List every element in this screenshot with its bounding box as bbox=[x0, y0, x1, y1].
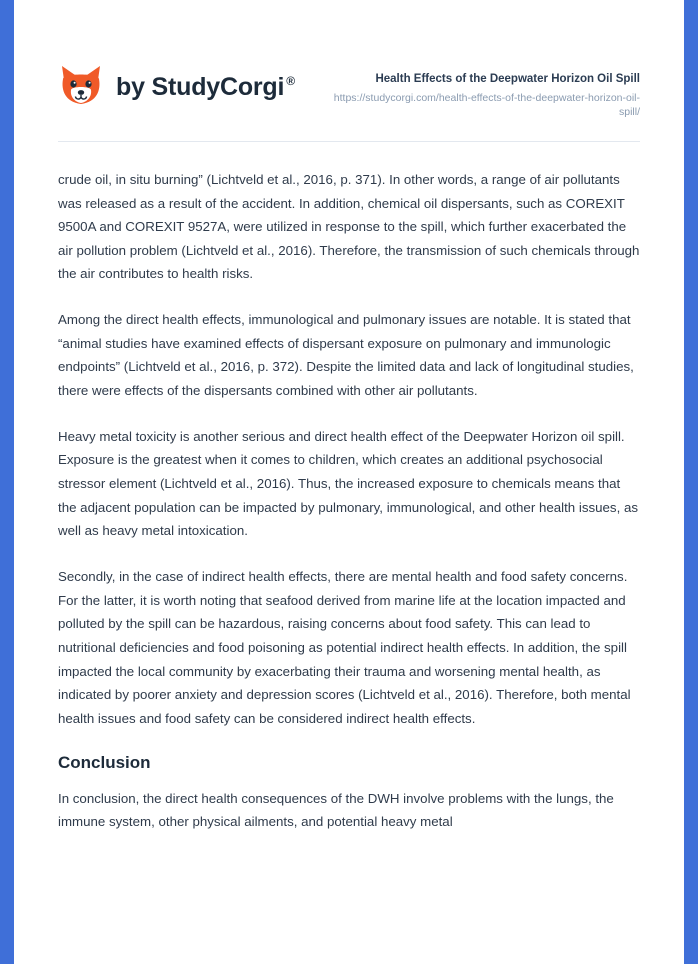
document-header bbox=[14, 18, 684, 119]
document-url[interactable]: https://studycorgi.com/health-effects-of-the-deepwater-horizon-oil-spill/ bbox=[333, 91, 640, 118]
document-title: Health Effects of the Deepwater Horizon Oil Spill bbox=[375, 73, 640, 85]
brand-logo[interactable] bbox=[58, 64, 295, 110]
corgi-logo-icon bbox=[58, 64, 104, 110]
brand-name bbox=[116, 73, 295, 102]
registered-trademark-icon: ® bbox=[286, 74, 295, 89]
conclusion-paragraph: In conclusion, the direct health consequences of the DWH involve problems with the lungs, the immune system, other physical ailments, and potential heavy metal bbox=[58, 790, 614, 830]
body-paragraph: Secondly, in the case of indirect health effects, there are mental health and food safety concerns. For the latter, it is worth noting that seafood derived from marine life at the location impacted and polluted by the spill can be hazardous, raising concerns about food safety. This can lead to nutritional deficiencies and food poisoning as potential indirect health effects. In addition, the spill impacted the local community by exacerbating their trauma and worsening mental health, as indicated by poorer anxiety and depression scores (Lichtveld et al., 2016). Therefore, both mental health issues and food safety can be considered indirect health effects. bbox=[58, 569, 631, 726]
section-heading-conclusion: Conclusion bbox=[58, 752, 151, 772]
body-paragraph: Among the direct health effects, immunological and pulmonary issues are notable. It is stated that “animal studies have examined effects of dispersant exposure on pulmonary and immunologic endpoints” (Lichtveld et al., 2016, p. 372). Despite the limited data and lack of longitudinal studies, there were effects of the dispersants combined with other air pollutants. bbox=[58, 312, 634, 399]
document-source-meta bbox=[330, 64, 640, 119]
document-body bbox=[14, 142, 684, 834]
document-sheet bbox=[14, 18, 684, 946]
body-paragraph: Heavy metal toxicity is another serious and direct health effect of the Deepwater Horizon oil spill. Exposure is the greatest when it comes to children, which creates an additional psychosocial stressor element (Lichtveld et al., 2016). Thus, the increased exposure to chemicals means that the adjacent population can be impacted by pulmonary, immunological, and other health issues, as well as heavy metal intoxication. bbox=[58, 428, 638, 539]
brand-name-text: by StudyCorgi bbox=[116, 72, 285, 101]
body-paragraph: crude oil, in situ burning” (Lichtveld et al., 2016, p. 371). In other words, a range of air pollutants was released as a result of the accident. In addition, chemical oil dispersants, such as COREXIT 9500A and COREXIT 9527A, were utilized in response to the spill, which further exacerbated the air pollution problem (Lichtveld et al., 2016). Therefore, the transmission of such chemicals through the air contributes to health risks. bbox=[58, 171, 640, 282]
